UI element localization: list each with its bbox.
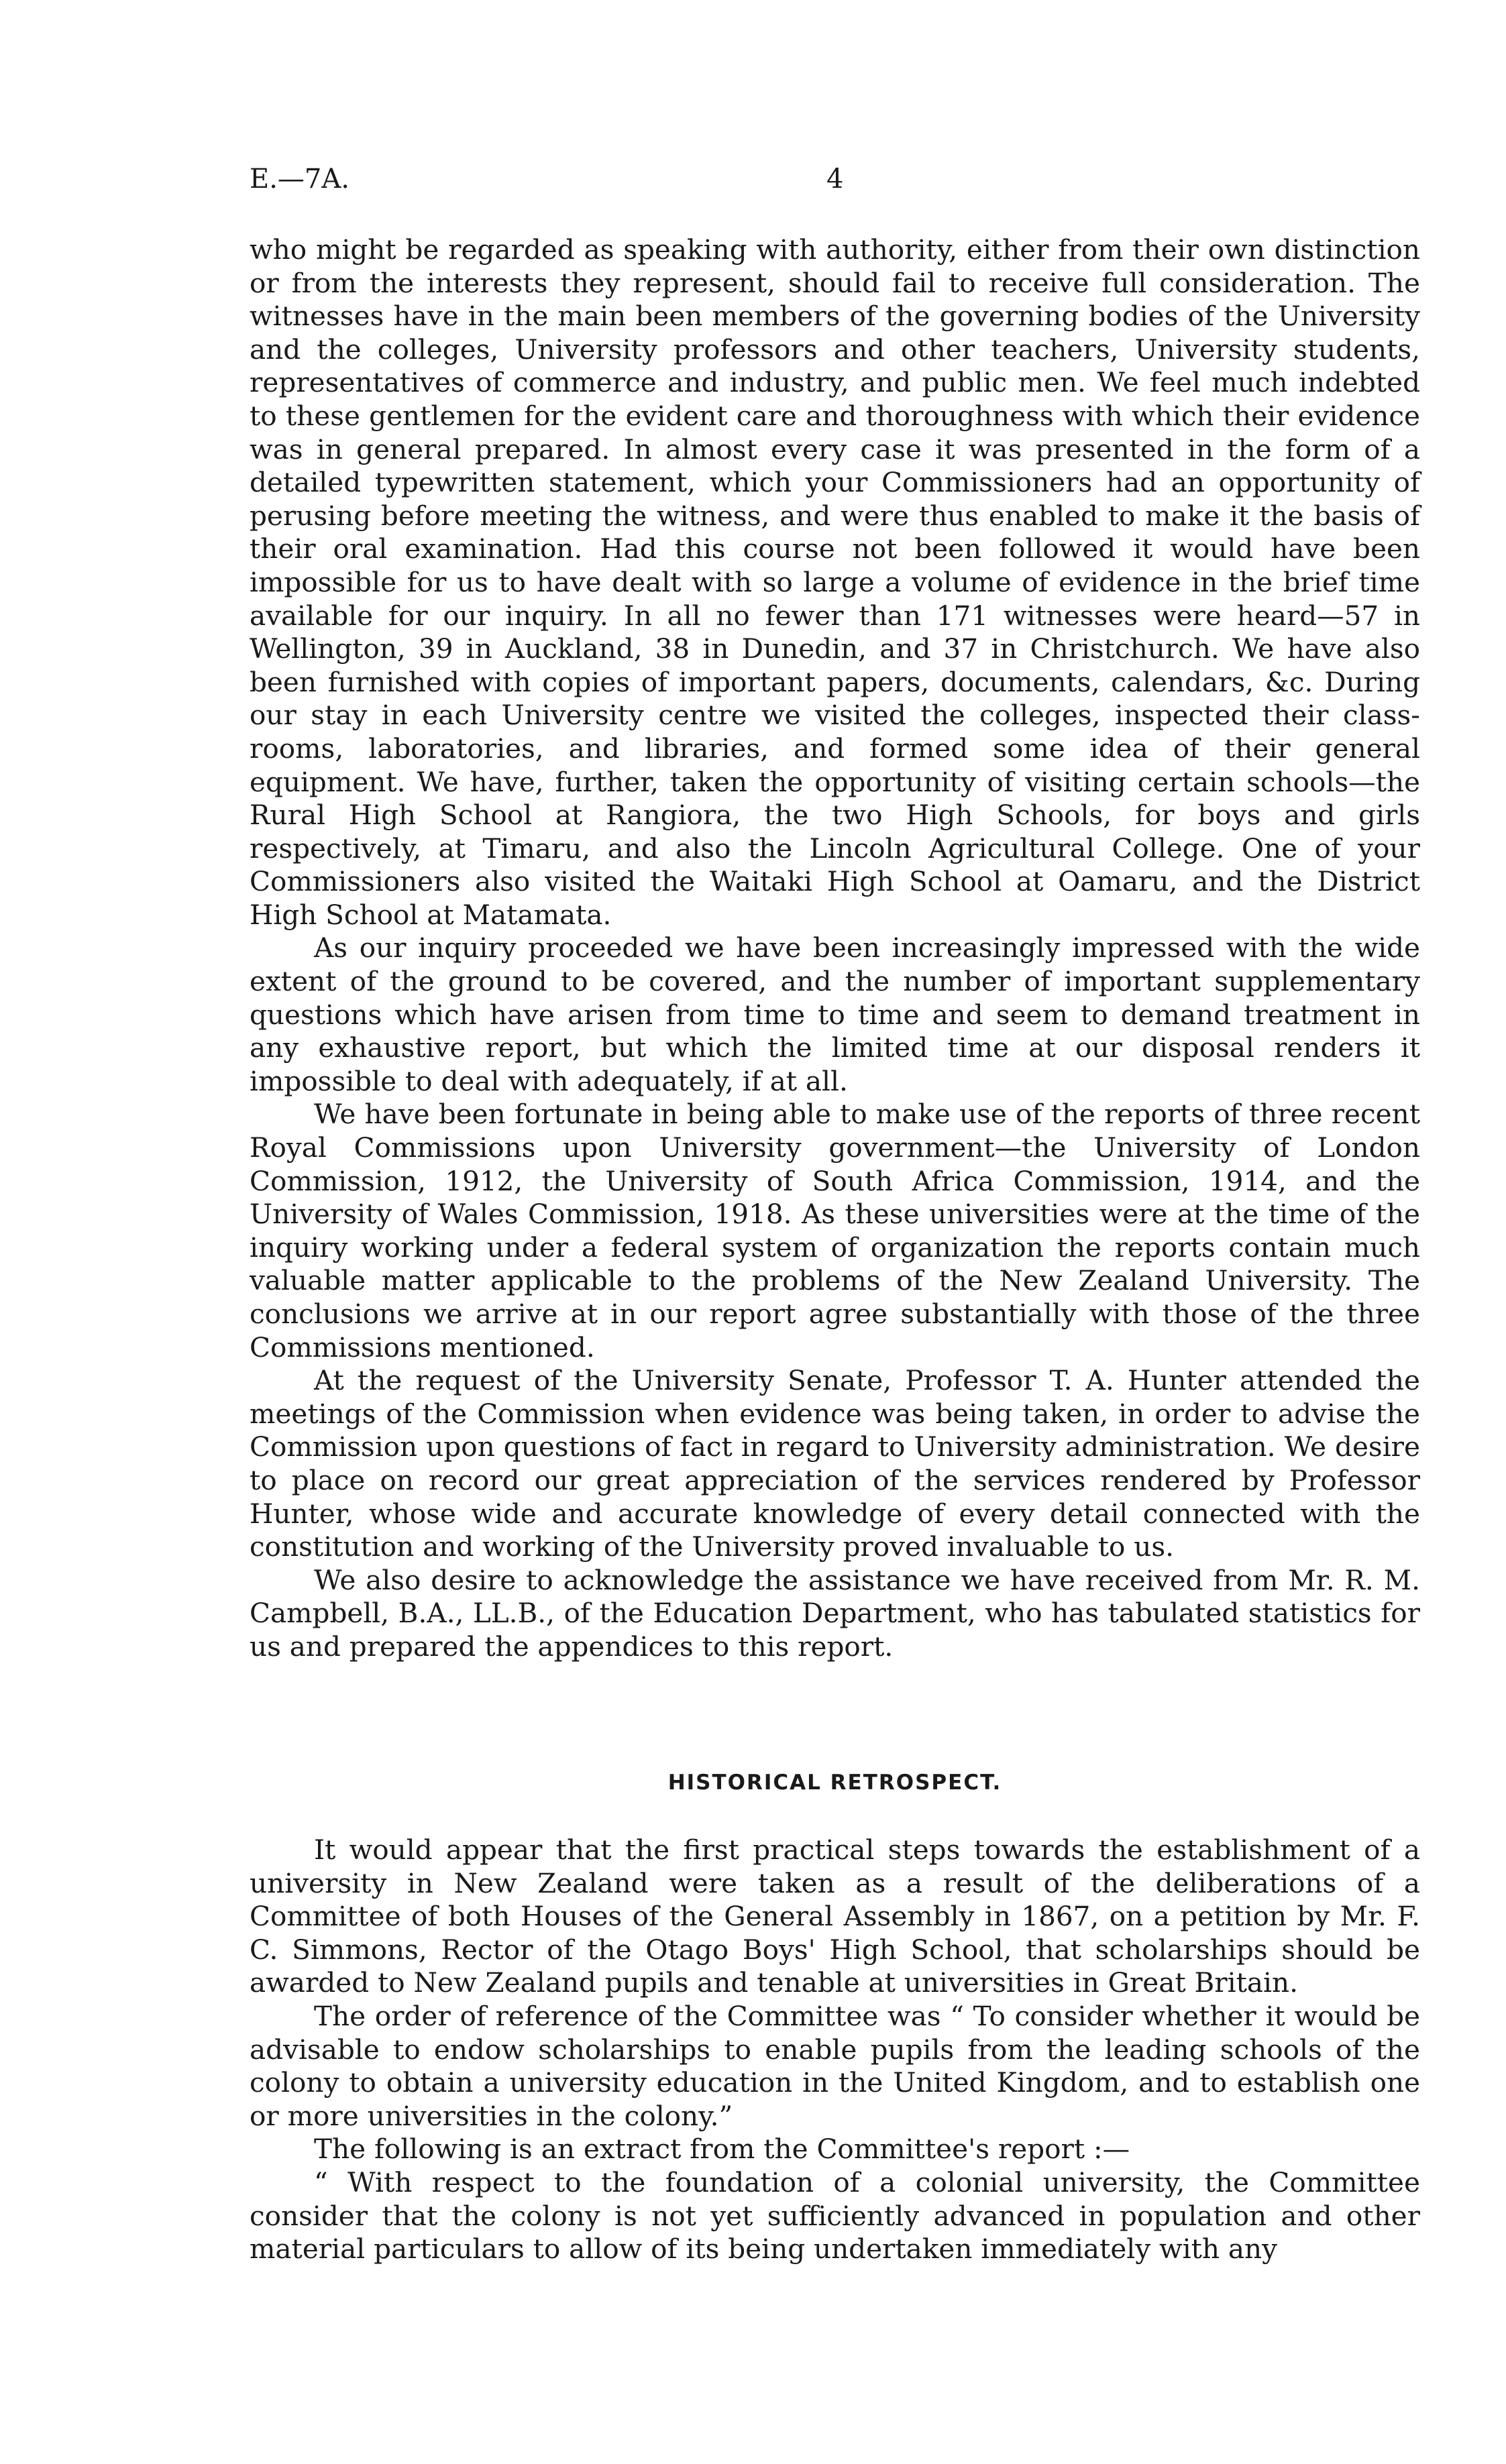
paragraph-continued: who might be regarded as speaking with authority, either from their own distinction or from the interests they represent, should fail to receive full consideration. The witnesses have in the main been members of the governing bodies of the University and the colleges, University professors and other teachers, University students, representatives of commerce and industry, and public men. We feel much indebted to these gentlemen for the evident care and thoroughness with which their evidence was in general prepared. In almost every case it was presented in the form of a detailed typewritten statement, which your Commissioners had an opportunity of perusing before meeting the witness, and were thus enabled to make it the basis of their oral examination. Had this course not been followed it would have been impossible for us to have dealt with so large a volume of evidence in the brief time available for our inquiry. In all no fewer than 171 witnesses were heard—57 in Wellington, 39 in Auckland, 38 in Dunedin, and 37 in Christchurch. We have also been furnished with copies of important papers, documents, calendars, &c. During our stay in each University centre we visited the colleges, inspected their class-rooms, laboratories, and libraries, and formed some idea of their general equipment. We have, further, taken the opportunity of visiting certain schools—the Rural High School at Rangiora, the two High Schools, for boys and girls respectively, at Timaru, and also the Lincoln Agricultural College. One of your Commissioners also visited the Waitaki High School at Oamaru, and the District High School at Matamata. xyxy=(250,233,1420,931)
paragraph: The order of reference of the Committee was “ To consider whether it would be advisable to endow scholarships to enable pupils from the leading schools of the colony to obtain a university education in the United Kingdom, and to establish one or more universities in the colony.” xyxy=(250,1999,1420,2132)
paragraph: “ With respect to the foundation of a colonial university, the Committee consider that the colony is not yet sufficiently advanced in population and other material particulars to allow of its being undertaken immediately with any xyxy=(250,2166,1420,2265)
document-reference: E.—7A. xyxy=(250,164,349,194)
paragraph: The following is an extract from the Committee's report :— xyxy=(314,2133,1130,2166)
paragraph: We also desire to acknowledge the assistance we have received from Mr. R. M. Campbell, B.A., LL.B., of the Education Department, who has tabulated statistics for us and prepared the appendices to this report. xyxy=(250,1563,1420,1663)
page-number: 4 xyxy=(826,164,844,194)
page-header xyxy=(250,164,1434,204)
section-heading: HISTORICAL RETROSPECT. xyxy=(667,1771,1002,1795)
paragraph: At the request of the University Senate, Professor T. A. Hunter attended the meetings of the Commission when evidence was being taken, in order to advise the Commission upon questions of fact in regard to University administration. We desire to place on record our great appreciation of the services rendered by Professor Hunter, whose wide and accurate knowledge of every detail connected with the constitution and working of the University proved invaluable to us. xyxy=(250,1364,1420,1563)
paragraph: It would appear that the first practical steps towards the establishment of a university in New Zealand were taken as a result of the deliberations of a Committee of both Houses of the General Assembly in 1867, on a petition by Mr. F. C. Simmons, Rector of the Otago Boys' High School, that scholarships should be awarded to New Zealand pupils and tenable at universities in Great Britain. xyxy=(250,1834,1420,1999)
introduction-text xyxy=(250,233,1420,1664)
paragraph: As our inquiry proceeded we have been increasingly impressed with the wide extent of the ground to be covered, and the number of important supplementary questions which have arisen from time to time and seem to demand treatment in any exhaustive report, but which the limited time at our disposal renders it impossible to deal with adequately, if at all. xyxy=(250,932,1420,1097)
paragraph: We have been fortunate in being able to make use of the reports of three recent Royal Commissions upon University government—the University of London Commission, 1912, the University of South Africa Commission, 1914, and the University of Wales Commission, 1918. As these universities were at the time of the inquiry working under a federal system of organization the reports contain much valuable matter applicable to the problems of the New Zealand University. The conclusions we arrive at in our report agree substantially with those of the three Commissions mentioned. xyxy=(250,1098,1420,1363)
historical-retrospect-text xyxy=(250,1834,1420,2266)
